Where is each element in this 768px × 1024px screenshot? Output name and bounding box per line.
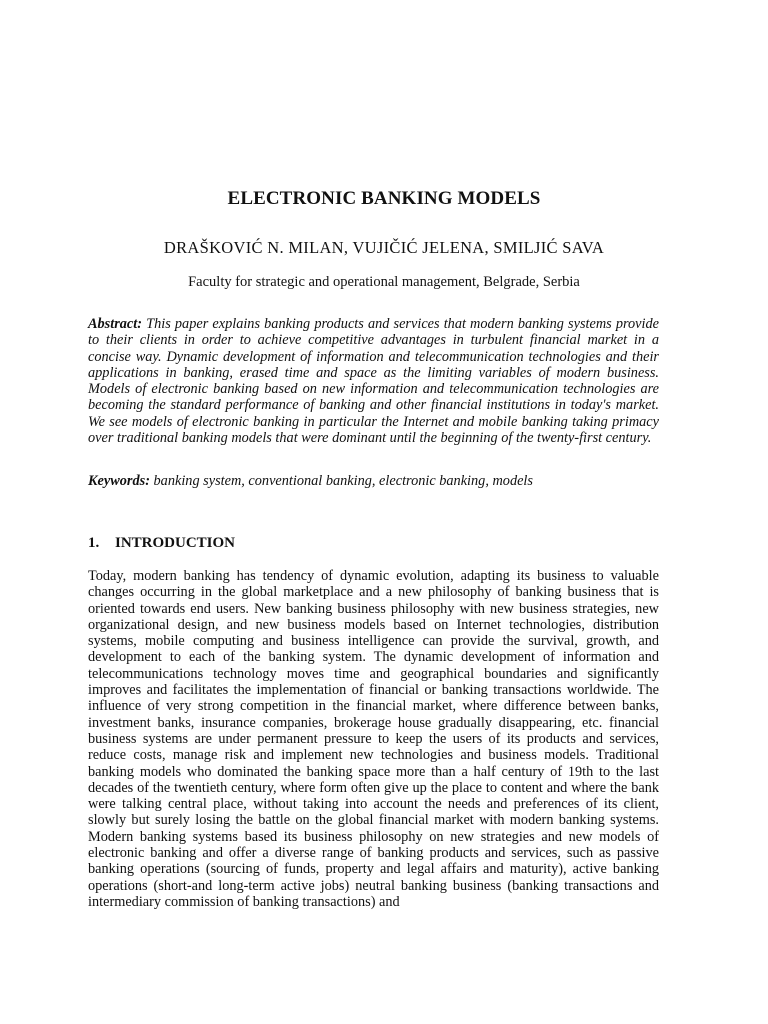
abstract-label: Abstract: [88,316,143,332]
abstract [88,316,659,446]
paper-title: ELECTRONIC BANKING MODELS [227,188,541,209]
keywords [88,473,659,490]
introduction-paragraph: Today, modern banking has tendency of dynamic evolution, adapting its business to valuable changes occurring in the global marketplace and a new philosophy of banking business that is oriented towards end users. New banking business philosophy with new business strategies, new organizational design, and new business models based on Internet technologies, distribution systems, mobile computing and business intelligence can provide the survival, growth, and development to each of the banking system. The dynamic development of information and telecommunications technology moves time and geographical boundaries and significantly improves and facilitates the implementation of financial or banking transactions worldwide. The influence of very strong competition in the financial market, where difference between banks, investment banks, insurance companies, brokerage house gradually disappearing, etc. financial business systems are under permanent pressure to keep the users of its products and services, reduce costs, manage risk and implement new technologies and business models. Traditional banking models who dominated the banking space more than a half century of 19th to the last decades of the twentieth century, where form often give up the place to content and where the bank were talking central place, without taking into account the needs and preferences of its client, slowly but surely losing the battle on the global financial market with modern banking systems. Modern banking systems based its business philosophy on new strategies and new models of electronic banking and offer a diverse range of banking products and services, such as passive banking operations (sourcing of funds, property and legal affairs and maturity), active banking operations (short-and long-term active jobs) neutral banking business (banking transactions and intermediary commission of banking transactions) and [88,568,659,910]
section-heading-introduction [88,535,235,552]
section-title: INTRODUCTION [115,535,236,551]
author-list: DRAŠKOVIĆ N. MILAN, VUJIČIĆ JELENA, SMILJIĆ SAVA [163,238,605,257]
section-number: 1. [88,535,100,551]
abstract-text: This paper explains banking products and services that modern banking systems provide to their clients in order to achieve competitive advantages in turbulent financial market in a concise way. Dynamic development of information and telecommunication technologies and their applications in banking, erased time and space as the limiting variables of modern business. Models of electronic banking based on new information and telecommunication technologies are becoming the standard performance of banking and other financial institutions in today's market. We see models of electronic banking in particular the Internet and mobile banking taking primacy over traditional banking models that were dominant until the beginning of the twenty-first century. [88,316,659,447]
keywords-label: Keywords: [88,473,150,489]
keywords-text: banking system, conventional banking, electronic banking, models [153,473,533,489]
affiliation: Faculty for strategic and operational management, Belgrade, Serbia [188,274,580,290]
